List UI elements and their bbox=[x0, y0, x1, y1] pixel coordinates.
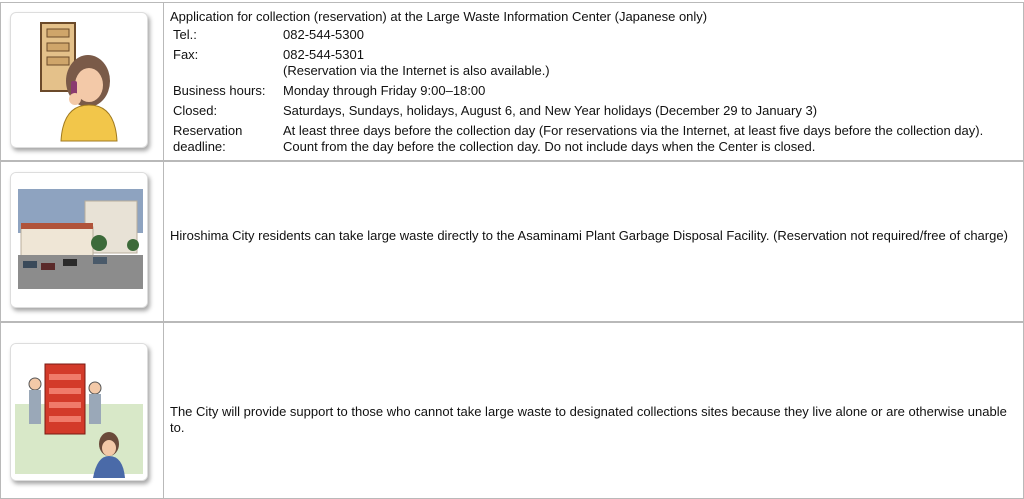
illustration-frame bbox=[10, 343, 148, 481]
fax-value: 082-544-5301 bbox=[283, 47, 364, 62]
info-row-support bbox=[0, 322, 1024, 499]
fax-label: Fax: bbox=[173, 47, 199, 62]
support-text: The City will provide support to those who cannot take large waste to designated collections sites because they live alone or are otherwise unable to. bbox=[170, 404, 1007, 435]
image-cell bbox=[1, 323, 164, 498]
info-row-direct-disposal bbox=[0, 161, 1024, 322]
direct-disposal-text: Hiroshima City residents can take large waste directly to the Asaminami Plant Garbage Disposal Facility. (Reservation not required/free of charge) bbox=[170, 228, 1008, 243]
deadline-value: At least three days before the collection day (For reservations via the Internet, at least five days before the collection day). Count from the day before the collection day. Do not include days when the Center is closed. bbox=[283, 123, 984, 154]
info-row-reservation bbox=[0, 2, 1024, 161]
deadline-label: Reservation deadline: bbox=[173, 123, 243, 154]
closed-label: Closed: bbox=[173, 103, 218, 118]
hours-label: Business hours: bbox=[173, 83, 266, 98]
woman-on-phone-illustration bbox=[11, 13, 147, 147]
tel-label: Tel.: bbox=[173, 27, 197, 42]
image-cell bbox=[1, 3, 164, 160]
tel-value: 082-544-5300 bbox=[283, 27, 364, 42]
fax-note: (Reservation via the Internet is also available.) bbox=[283, 63, 550, 78]
photo-frame bbox=[10, 172, 148, 308]
closed-value: Saturdays, Sundays, holidays, August 6, and New Year holidays (December 29 to January 3) bbox=[283, 103, 818, 118]
support-workers-illustration bbox=[11, 344, 147, 480]
image-cell bbox=[1, 162, 164, 321]
reservation-heading: Application for collection (reservation) at the Large Waste Information Center (Japanese only) bbox=[170, 9, 708, 24]
illustration-frame bbox=[10, 12, 148, 148]
hours-value: Monday through Friday 9:00–18:00 bbox=[283, 83, 486, 98]
facility-photo bbox=[11, 173, 147, 307]
